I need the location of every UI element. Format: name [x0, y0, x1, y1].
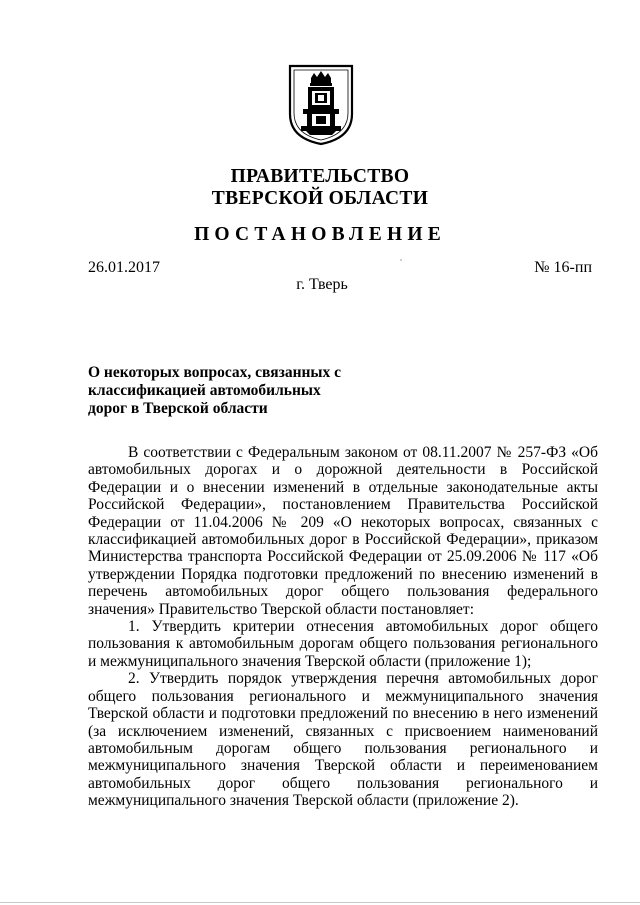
document-number: № 16-пп	[534, 259, 592, 276]
body-paragraph-preamble: В соответствии с Федеральным законом от 08.11.2007 № 257-ФЗ «Об автомобильных дорогах и о дорожной деятельности в Российской Федерации и о внесении изменений в отдельные законодательные акты Российской Федерации», постановлением Правительства Российской Федерации от 11.04.2006 № 209 «О некоторых вопросах, связанных с классификацией автомобильных дорог в Российской Федерации», приказом Министерства транспорта Российской Федерации от 25.09.2006 № 117 «Об утверждении Порядка подготовки предложений по внесению изменений в перечень автомобильных дорог общего пользования федерального значения» Правительство Тверской области постановляет:	[88, 444, 598, 618]
document-date: 26.01.2017	[88, 259, 160, 276]
body-paragraph-item-1: 1. Утвердить критерии отнесения автомобильных дорог общего пользования к автомобильным дорогам общего пользования регионального и межмуниципального значения Тверской области (приложение 1);	[88, 618, 598, 670]
document-city: г. Тверь	[296, 276, 348, 293]
government-title-line2: ТВЕРСКОЙ ОБЛАСТИ	[211, 188, 429, 209]
document-body	[88, 444, 598, 810]
government-title-line1: ПРАВИТЕЛЬСТВО	[230, 166, 410, 187]
document-subject: О некоторых вопросах, связанных с классификацией автомобильных дорог в Тверской области	[88, 364, 342, 417]
document-type-title: ПОСТАНОВЛЕНИЕ	[194, 224, 446, 245]
tver-coat-of-arms-icon	[288, 64, 354, 146]
scan-speck	[400, 259, 402, 261]
body-paragraph-item-2: 2. Утвердить порядок утверждения перечня автомобильных дорог общего пользования регионального и межмуниципального значения Тверской области и подготовки предложений по внесению в него изменений (за исключением изменений, связанных с присвоением наименований автомобильным дорогам общего пользования регионального и межмуниципального значения Тверской области и переименованием автомобильных дорог общего пользования регионального и межмуниципального значения Тверской области (приложение 2).	[88, 670, 598, 810]
scan-bottom-edge	[0, 902, 640, 903]
